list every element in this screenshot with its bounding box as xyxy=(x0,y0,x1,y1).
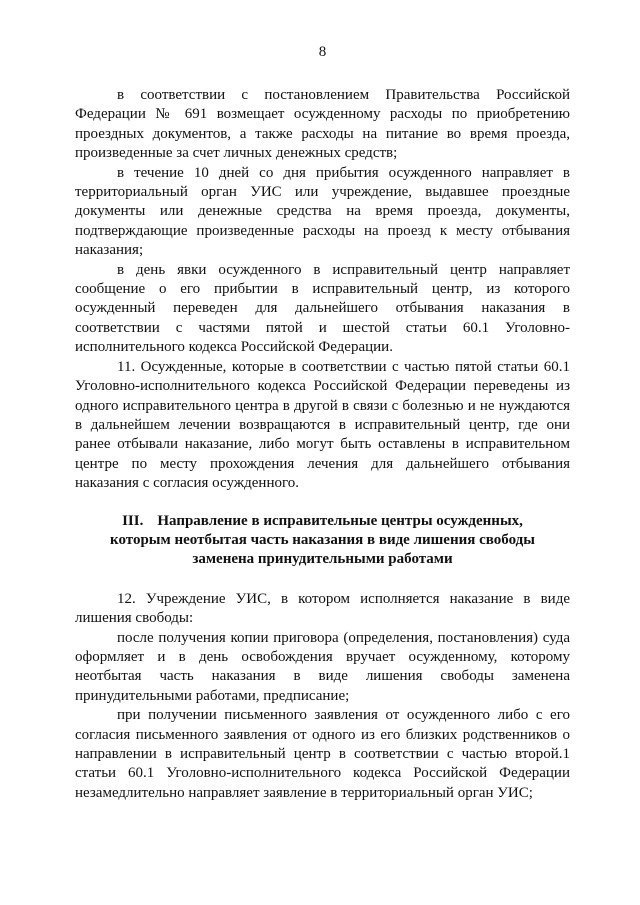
body-text-bottom xyxy=(75,590,570,803)
paragraph: 12. Учреждение УИС, в котором исполняется наказание в виде лишения свободы: xyxy=(75,590,570,627)
paragraph: при получении письменного заявления от осужденного либо с его согласия письменного заявления от одного из его близких родственников о направлении в исправительный центр в соответствии с частью второй.1 статьи 60.1 Уголовно-исполнительного кодекса Российской Федерации незамедлительно направляет заявление в территориальный орган УИС; xyxy=(75,707,570,801)
section-heading xyxy=(75,512,570,570)
section-title-part-1: Направление в исправительные центры осужденных, xyxy=(157,512,523,529)
paragraph: в течение 10 дней со дня прибытия осужденного направляет в территориальный орган УИС или учреждение, выдавшее проездные документы или денежные средства на время проезда, документы, подтверждающие произведенные расходы на проезд к месту отбывания наказания; xyxy=(75,164,570,259)
section-title-part-3: заменена принудительными работами xyxy=(192,551,453,568)
paragraph: в день явки осужденного в исправительный центр направляет сообщение о его прибытии в исправительный центр, из которого осужденный переведен для дальнейшего отбывания наказания в соответствии с частями пятой и шестой статьи 60.1 Уголовно-исполнительного кодекса Российской Федерации. xyxy=(75,261,570,356)
paragraph: 11. Осужденные, которые в соответствии с частью пятой статьи 60.1 Уголовно-исполнительного кодекса Российской Федерации переведены из одного исправительного центра в другой в связи с болезнью и не нуждаются в дальнейшем лечении возвращаются в исправительный центр, где они ранее отбывали наказание, либо могут быть оставлены в исправительном центре по месту прохождения лечения для дальнейшего отбывания наказания с согласия осужденного. xyxy=(75,358,570,492)
page-number: 8 xyxy=(318,44,327,60)
section-number: III. xyxy=(122,512,144,529)
body-text-top xyxy=(75,86,570,494)
paragraph: после получения копии приговора (определения, постановления) суда оформляет и в день освобождения вручает осужденному, которому неотбытая часть наказания в виде лишения свободы заменена принудительными работами, предписание; xyxy=(75,629,570,704)
section-heading-line-1 xyxy=(93,512,552,531)
paragraph: в соответствии с постановлением Правительства Российской Федерации № 691 возмещает осужденному расходы по приобретению проездных документов, а также расходы на питание во время проезда, произведенные за счет личных денежных средств; xyxy=(75,87,570,162)
section-title-part-2: которым неотбытая часть наказания в виде лишения свободы xyxy=(110,531,535,548)
